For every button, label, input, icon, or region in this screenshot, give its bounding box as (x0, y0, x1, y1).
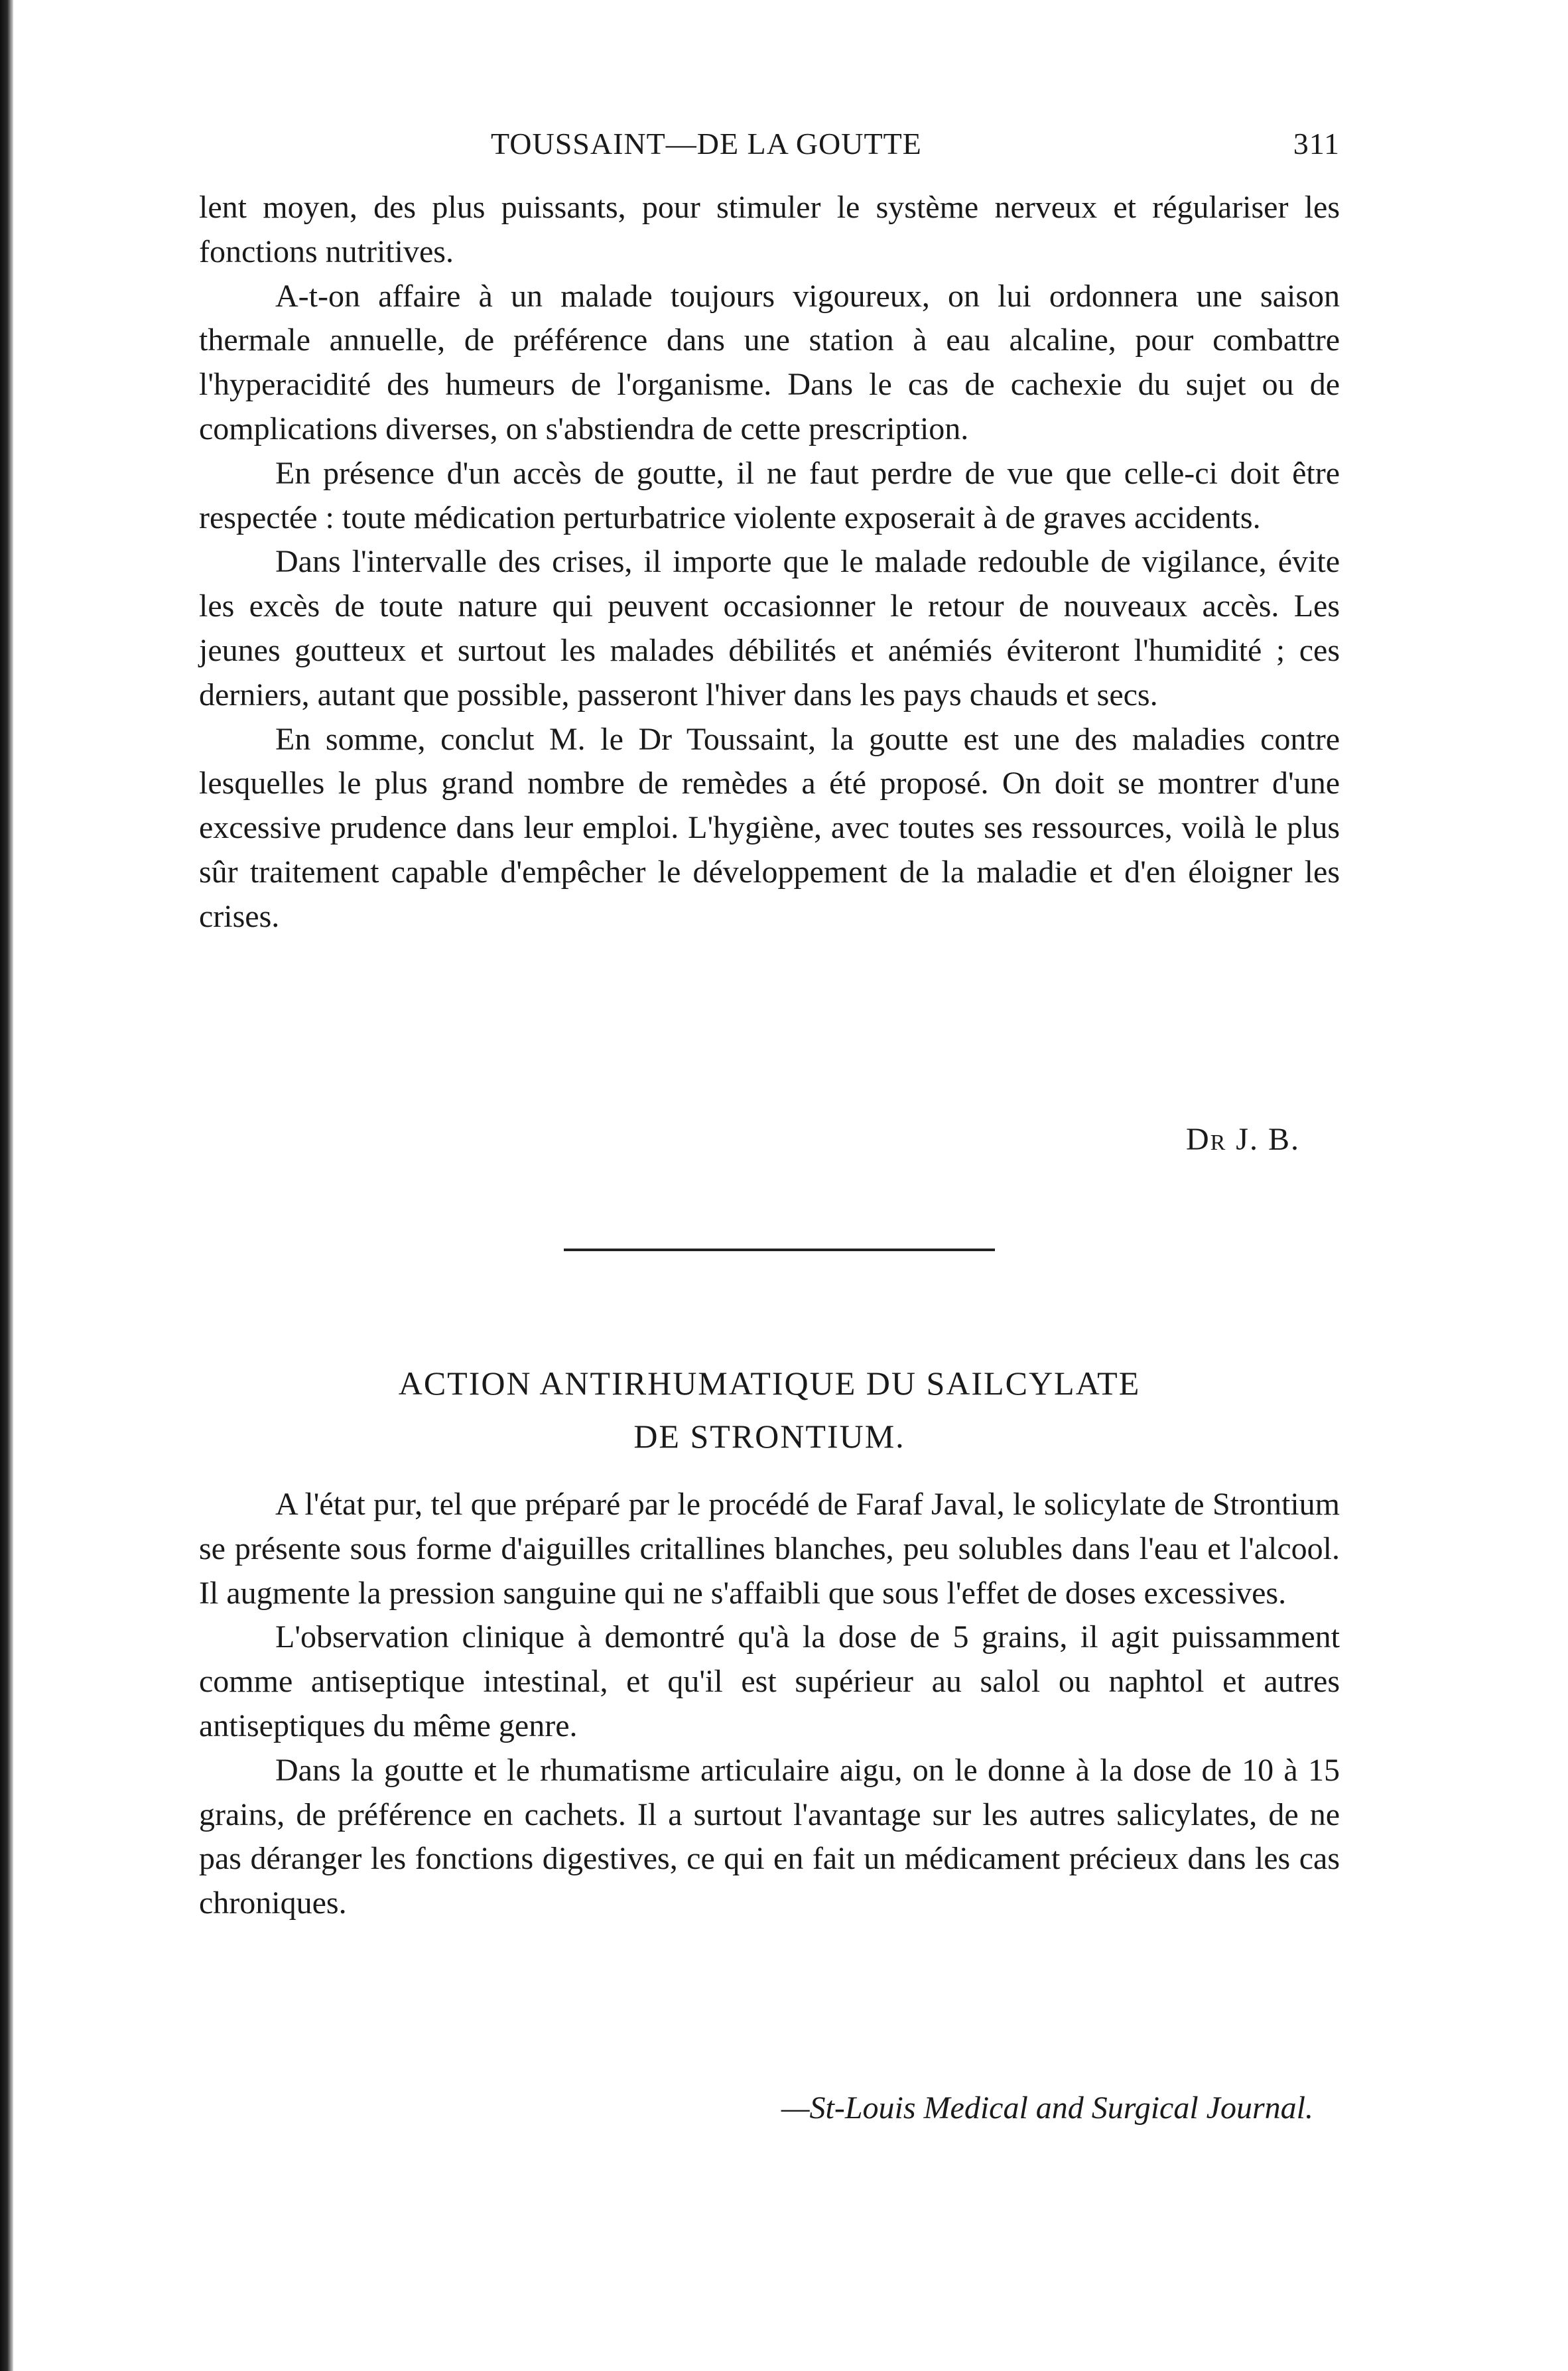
article-toussaint (199, 186, 1340, 939)
paragraph: L'observation clinique à demontré qu'à la dose de 5 grains, il agit puissamment comme antiseptique intestinal, et qu'il est supérieur au salol ou naphtol et autres antiseptiques du même genre. (199, 1619, 1340, 1743)
running-header (199, 126, 1340, 172)
paragraph: A-t-on affaire à un malade toujours vigoureux, on lui ordonnera une saison thermale annuelle, de préférence dans une station à eau alcaline, pour combattre l'hyperacidité des humeurs de l'organisme. Dans le cas de cachexie du sujet ou de complications diverses, on s'abstiendra de cette prescription. (199, 278, 1340, 446)
running-title: TOUSSAINT—DE LA GOUTTE (491, 127, 922, 161)
source-citation: —St-Louis Medical and Surgical Journal. (781, 2090, 1313, 2126)
page-number: 311 (1293, 127, 1340, 161)
page-spine-shadow (0, 0, 13, 2371)
article-strontium (199, 1483, 1340, 1926)
author-signature: Dr J. B. (1185, 1122, 1300, 1157)
paragraph: lent moyen, des plus puissants, pour stimuler le système nerveux et régulariser les fonctions nutritives. (199, 190, 1340, 269)
article-heading (199, 1357, 1340, 1463)
paragraph: Dans l'intervalle des crises, il importe que le malade redouble de vigilance, évite les excès de toute nature qui peuvent occasionner le retour de nouveaux accès. Les jeunes goutteux et surtout les malades débilités et anémiés éviteront l'humidité ; ces derniers, autant que possible, passeront l'hiver dans les pays chauds et secs. (199, 544, 1340, 712)
paragraph: Dans la goutte et le rhumatisme articulaire aigu, on le donne à la dose de 10 à 15 grains, de préférence en cachets. Il a surtout l'avantage sur les autres salicylates, de ne pas déranger les fonctions digestives, ce qui en fait un médicament précieux dans les cas chroniques. (199, 1752, 1340, 1921)
heading-line-2: DE STRONTIUM. (633, 1418, 905, 1455)
heading-line-1: ACTION ANTIRHUMATIQUE DU SAILCYLATE (398, 1365, 1141, 1402)
section-divider (564, 1249, 995, 1251)
paragraph: En présence d'un accès de goutte, il ne faut perdre de vue que celle-ci doit être respectée : toute médication perturbatrice violente exposerait à de graves accidents. (199, 455, 1340, 535)
paragraph: En somme, conclut M. le Dr Toussaint, la goutte est une des maladies contre lesquelles le plus grand nombre de remèdes a été proposé. On doit se montrer d'une excessive prudence dans leur emploi. L'hygiène, avec toutes ses ressources, voilà le plus sûr traitement capable d'empêcher le développement de la maladie et d'en éloigner les crises. (199, 721, 1340, 934)
paragraph: A l'état pur, tel que préparé par le procédé de Faraf Javal, le solicylate de Strontium se présente sous forme d'aiguilles critallines blanches, peu solubles dans l'eau et l'alcool. Il augmente la pression sanguine qui ne s'affaibli que sous l'effet de doses excessives. (199, 1487, 1340, 1611)
